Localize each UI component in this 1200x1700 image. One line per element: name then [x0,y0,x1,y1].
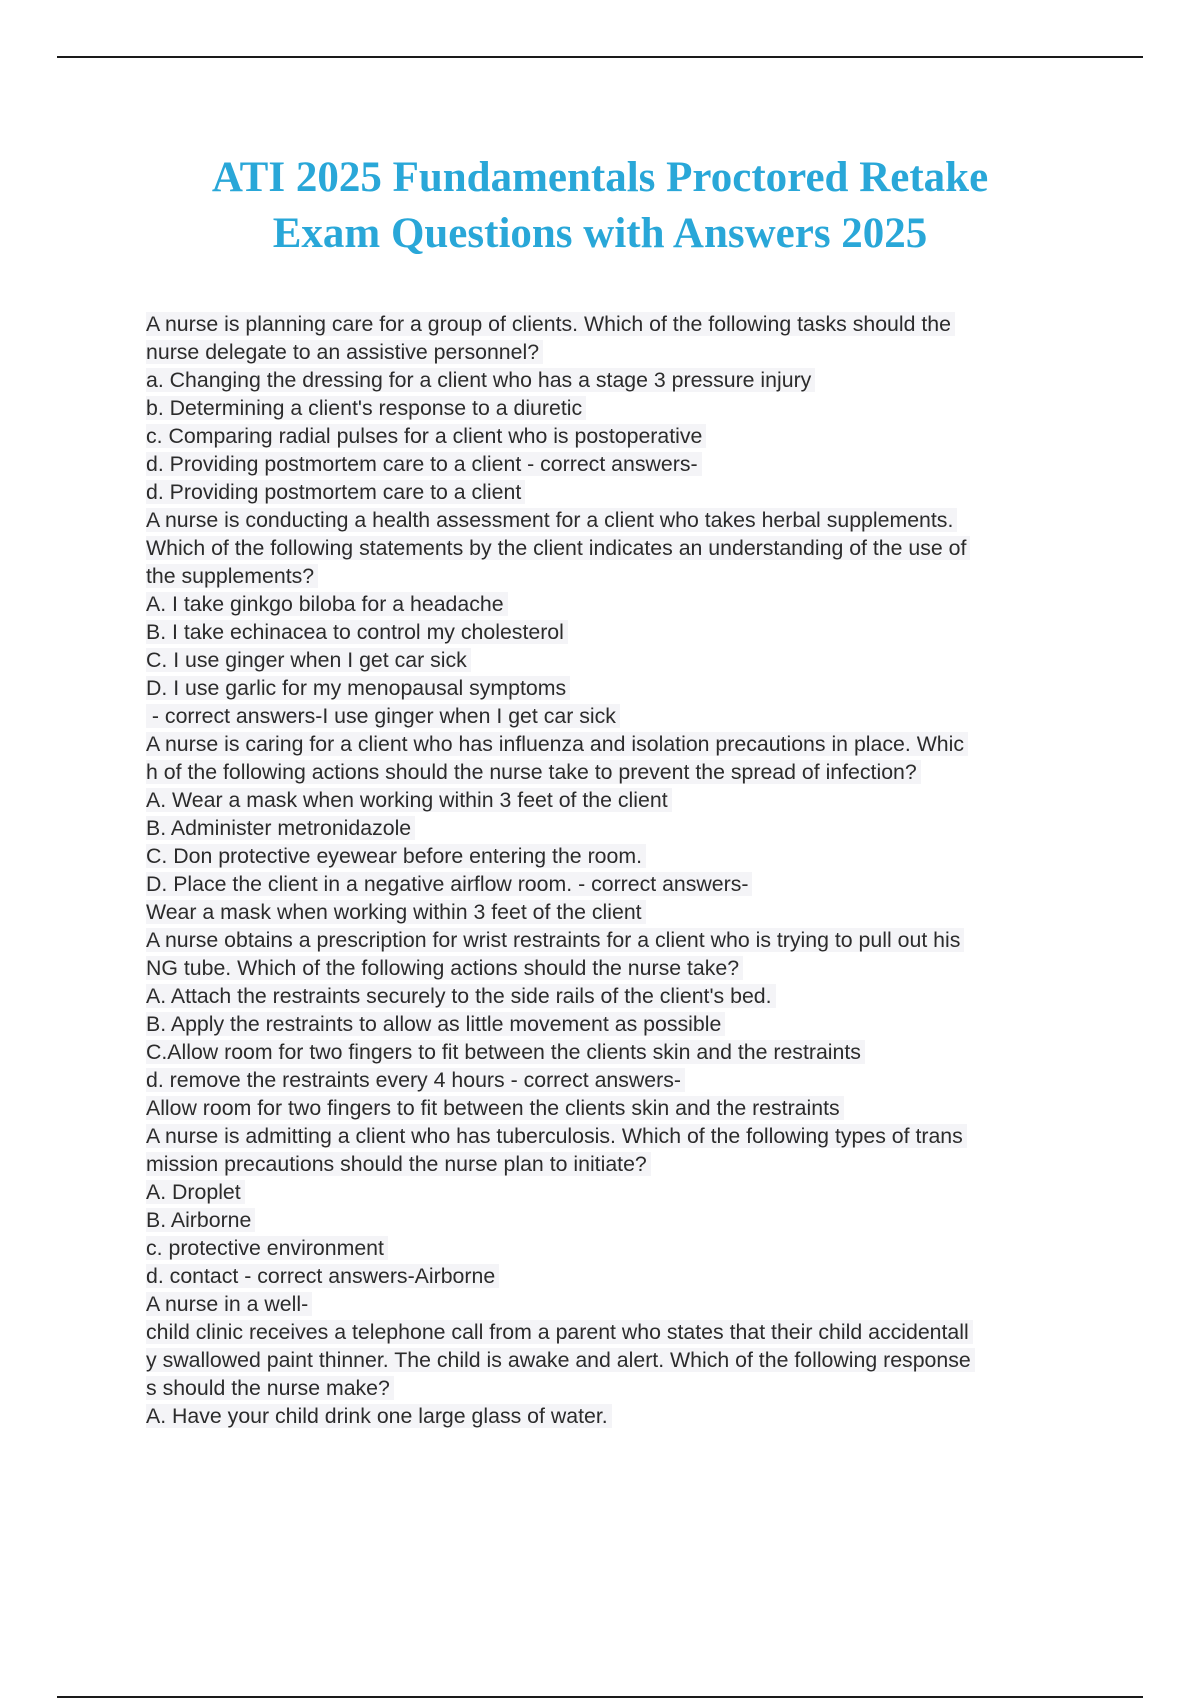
body-line-text: d. remove the restraints every 4 hours - correct answers- [146,1068,685,1092]
body-line-text: C. I use ginger when I get car sick [146,648,471,672]
body-line-text: nurse delegate to an assistive personnel? [146,340,543,364]
body-line [146,394,1146,422]
body-line-text: A. Attach the restraints securely to the side rails of the client's bed. [146,984,776,1008]
body-line [146,1346,1146,1374]
body-line [146,310,1146,338]
body-line [146,898,1146,926]
body-line-text: Wear a mask when working within 3 feet of the client [146,900,646,924]
body-line [146,1066,1146,1094]
body-line [146,674,1146,702]
body-line-text: A. Have your child drink one large glass of water. [146,1404,612,1428]
body-line-text: A. Wear a mask when working within 3 feet of the client [146,788,672,812]
top-rule [57,56,1143,58]
body-line [146,1038,1146,1066]
body-line-text: B. Airborne [146,1208,255,1232]
body-line-text: A. I take ginkgo biloba for a headache [146,592,508,616]
document-body [146,310,1146,1430]
body-line [146,1318,1146,1346]
body-line-text: y swallowed paint thinner. The child is awake and alert. Which of the following response [146,1348,975,1372]
body-line [146,590,1146,618]
body-line [146,702,1146,730]
body-line [146,870,1146,898]
bottom-rule [57,1696,1143,1698]
body-line [146,786,1146,814]
body-line [146,758,1146,786]
body-line-text: D. Place the client in a negative airflow room. - correct answers- [146,872,752,896]
body-line [146,1402,1146,1430]
body-line [146,1374,1146,1402]
body-line-text: h of the following actions should the nurse take to prevent the spread of infection? [146,760,921,784]
body-line-text: A nurse in a well- [146,1292,312,1316]
body-line [146,1234,1146,1262]
body-line [146,338,1146,366]
body-line [146,926,1146,954]
body-line-text: c. Comparing radial pulses for a client who is postoperative [146,424,706,448]
body-line-text: a. Changing the dressing for a client who has a stage 3 pressure injury [146,368,815,392]
body-line [146,842,1146,870]
body-line [146,1122,1146,1150]
body-line [146,422,1146,450]
body-line [146,1178,1146,1206]
body-line-text: Allow room for two fingers to fit between the clients skin and the restraints [146,1096,844,1120]
body-line-text: NG tube. Which of the following actions should the nurse take? [146,956,743,980]
title-line-1: ATI 2025 Fundamentals Proctored Retake [211,154,989,201]
body-line-text: B. I take echinacea to control my cholesterol [146,620,568,644]
body-line-text: mission precautions should the nurse plan to initiate? [146,1152,651,1176]
body-line-text: c. protective environment [146,1236,388,1260]
body-line-text: A nurse obtains a prescription for wrist restraints for a client who is trying to pull out his [146,928,964,952]
body-line [146,450,1146,478]
body-line-text: A nurse is admitting a client who has tuberculosis. Which of the following types of trans [146,1124,967,1148]
body-line-text: A. Droplet [146,1180,245,1204]
body-line [146,814,1146,842]
body-line-text: A nurse is caring for a client who has influenza and isolation precautions in place. Whic [146,732,968,756]
document-title [0,150,1200,262]
body-line [146,1206,1146,1234]
body-line-text: A nurse is conducting a health assessment for a client who takes herbal supplements. [146,508,957,532]
body-line [146,1010,1146,1038]
body-line-text: child clinic receives a telephone call from a parent who states that their child accidentall [146,1320,973,1344]
body-line-text: C. Don protective eyewear before entering the room. [146,844,646,868]
body-line-text: Which of the following statements by the client indicates an understanding of the use of [146,536,970,560]
body-line-text: d. contact - correct answers-Airborne [146,1264,499,1288]
body-line [146,1262,1146,1290]
body-line [146,366,1146,394]
body-line [146,982,1146,1010]
body-line-text: the supplements? [146,564,318,588]
body-line [146,1290,1146,1318]
body-line [146,506,1146,534]
body-line [146,1094,1146,1122]
body-line [146,534,1146,562]
body-line [146,478,1146,506]
body-line-text: b. Determining a client's response to a diuretic [146,396,586,420]
body-line-text: s should the nurse make? [146,1376,394,1400]
title-line-2: Exam Questions with Answers 2025 [272,210,928,257]
body-line [146,954,1146,982]
body-line-text: - correct answers-I use ginger when I get car sick [146,704,620,728]
body-line-text: B. Administer metronidazole [146,816,415,840]
body-line-text: B. Apply the restraints to allow as little movement as possible [146,1012,725,1036]
body-line [146,1150,1146,1178]
body-line [146,646,1146,674]
body-line-text: D. I use garlic for my menopausal symptoms [146,676,570,700]
body-line [146,618,1146,646]
body-line [146,730,1146,758]
body-line-text: d. Providing postmortem care to a client [146,480,525,504]
body-line-text: d. Providing postmortem care to a client - correct answers- [146,452,702,476]
body-line [146,562,1146,590]
body-line-text: A nurse is planning care for a group of clients. Which of the following tasks should the [146,312,955,336]
body-line-text: C.Allow room for two fingers to fit between the clients skin and the restraints [146,1040,865,1064]
